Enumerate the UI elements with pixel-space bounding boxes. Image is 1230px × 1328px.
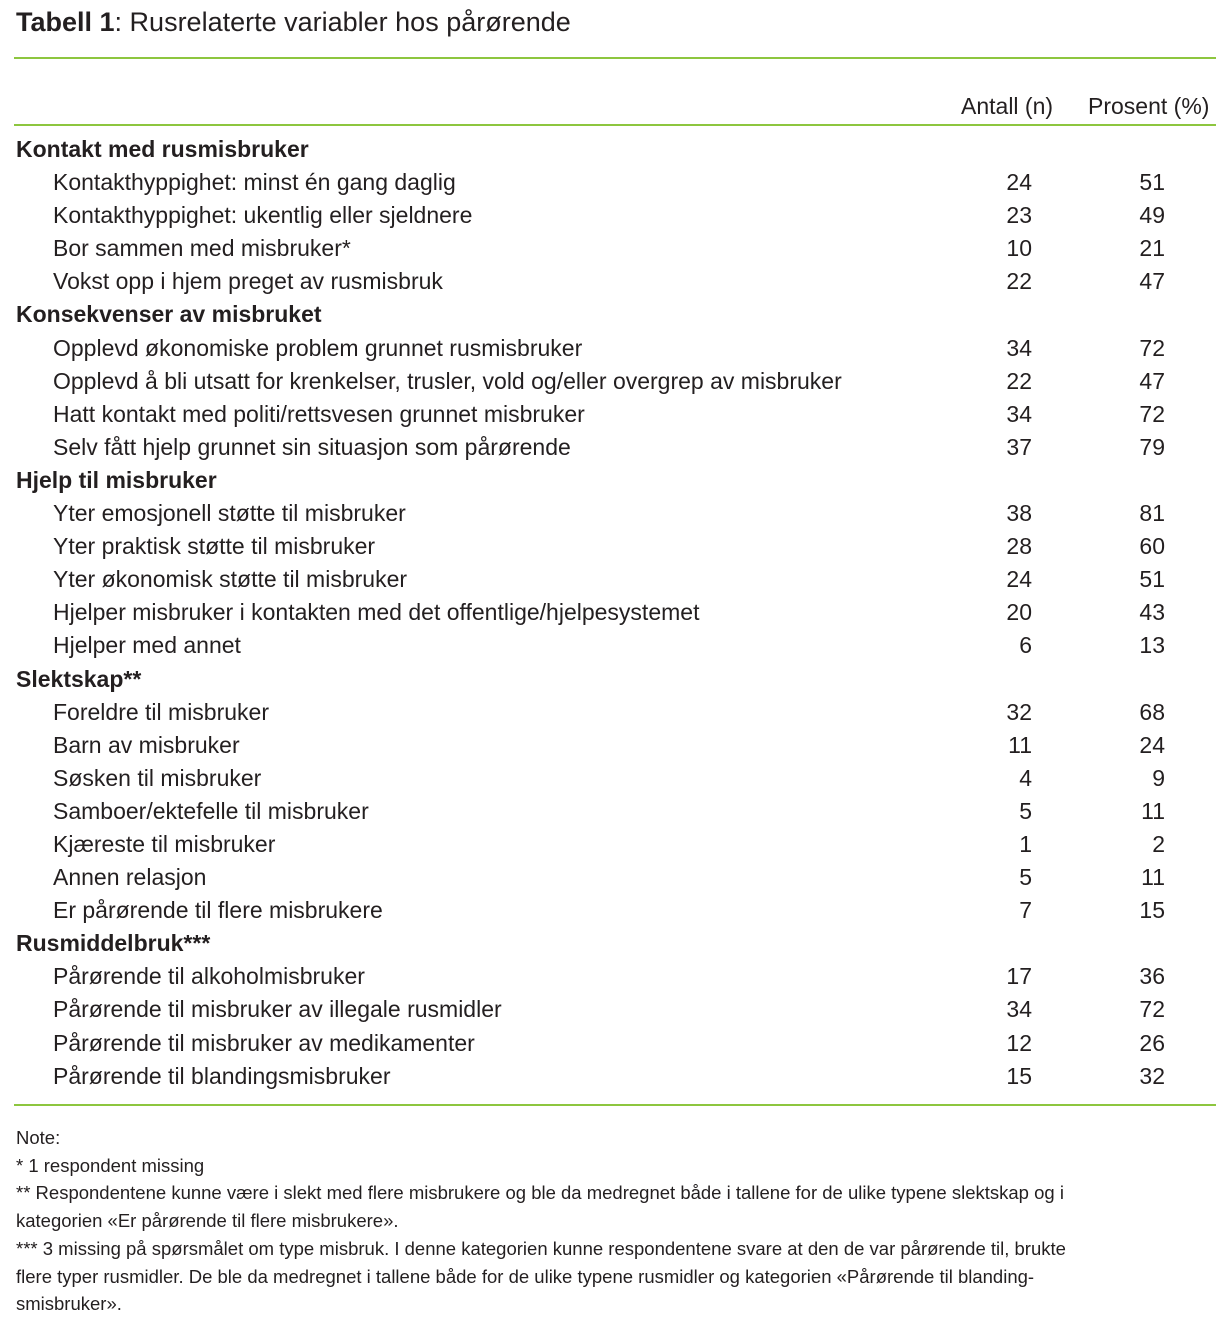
- row-count: 34: [1006, 334, 1032, 361]
- row-percent: 43: [1139, 599, 1165, 626]
- row-count: 7: [1019, 897, 1032, 924]
- section-heading: Hjelp til misbruker: [16, 466, 217, 493]
- table-row: [0, 199, 1230, 232]
- section-heading: Kontakt med rusmisbruker: [16, 136, 309, 162]
- table-row: [0, 861, 1230, 894]
- table-row: [0, 729, 1230, 762]
- note-line: smisbruker».: [16, 1293, 122, 1315]
- table-row: [0, 828, 1230, 861]
- table-row: [0, 497, 1230, 530]
- row-label: Er pårørende til flere misbrukere: [53, 897, 383, 924]
- note-line: *** 3 missing på spørsmålet om type misbruk. I denne kategorien kunne respondentene svare at den de var pårørende til, brukte: [16, 1237, 1066, 1259]
- note-line: ** Respondentene kunne være i slekt med flere misbrukere og ble da medregnet både i tallene for de ulike typene slektskap og i: [16, 1182, 1064, 1204]
- row-count: 5: [1019, 797, 1032, 824]
- row-percent: 51: [1139, 169, 1165, 196]
- table-number: Tabell 1: [16, 7, 115, 37]
- row-count: 28: [1006, 533, 1032, 560]
- section-heading-row: [0, 298, 1230, 331]
- row-label: Pårørende til misbruker av medikamenter: [53, 1029, 475, 1056]
- row-percent: 72: [1139, 334, 1165, 361]
- row-percent: 2: [1152, 830, 1165, 857]
- row-count: 11: [1008, 731, 1032, 758]
- table-row: [0, 960, 1230, 993]
- table-row: [0, 993, 1230, 1026]
- column-header-percent: Prosent (%): [1088, 93, 1210, 119]
- row-percent: 68: [1139, 698, 1165, 725]
- row-label: Annen relasjon: [53, 864, 207, 891]
- row-percent: 72: [1139, 996, 1165, 1023]
- row-percent: 79: [1139, 433, 1165, 460]
- section-heading-row: [0, 663, 1230, 696]
- row-count: 34: [1006, 996, 1032, 1023]
- row-percent: 32: [1139, 1062, 1165, 1089]
- row-label: Yter praktisk støtte til misbruker: [53, 533, 376, 560]
- row-label: Hjelper misbruker i kontakten med det offentlige/hjelpesystemet: [53, 599, 700, 626]
- row-label: Hjelper med annet: [53, 632, 241, 659]
- row-label: Søsken til misbruker: [53, 764, 262, 791]
- table-caption: : Rusrelaterte variabler hos pårørende: [114, 7, 571, 37]
- row-label: Kjæreste til misbruker: [53, 830, 276, 857]
- table-body: [0, 133, 1230, 1093]
- row-label: Samboer/ektefelle til misbruker: [53, 797, 369, 824]
- row-percent: 26: [1139, 1029, 1165, 1056]
- row-percent: 81: [1139, 500, 1165, 527]
- table-row: [0, 696, 1230, 729]
- row-count: 32: [1006, 698, 1032, 725]
- row-percent: 11: [1141, 864, 1165, 891]
- row-percent: 13: [1139, 632, 1165, 659]
- row-label: Barn av misbruker: [53, 731, 240, 758]
- table-row: [0, 563, 1230, 596]
- section-heading: Konsekvenser av misbruket: [16, 301, 322, 328]
- notes-heading: Note:: [16, 1127, 61, 1148]
- section-heading-row: [0, 927, 1230, 960]
- row-label: Vokst opp i hjem preget av rusmisbruk: [53, 268, 443, 295]
- column-header-count: Antall (n): [961, 93, 1054, 119]
- row-count: 17: [1006, 963, 1032, 990]
- table-title: [16, 4, 571, 40]
- row-percent: 15: [1139, 897, 1165, 924]
- row-label: Yter økonomisk støtte til misbruker: [53, 566, 408, 593]
- row-label: Selv fått hjelp grunnet sin situasjon som pårørende: [53, 433, 571, 460]
- table-row: [0, 629, 1230, 662]
- table-row: [0, 596, 1230, 629]
- table-row: [0, 795, 1230, 828]
- row-percent: 11: [1141, 797, 1165, 824]
- row-count: 1: [1019, 830, 1032, 857]
- row-label: Foreldre til misbruker: [53, 698, 269, 725]
- row-label: Opplevd å bli utsatt for krenkelser, trusler, vold og/eller overgrep av misbruker: [53, 367, 842, 394]
- table-row: [0, 232, 1230, 265]
- note-line: kategorien «Er pårørende til flere misbrukere».: [16, 1210, 399, 1232]
- table-notes: [16, 1124, 1221, 1318]
- row-label: Kontakthyppighet: ukentlig eller sjeldnere: [53, 202, 473, 229]
- section-heading: Slektskap**: [16, 665, 142, 692]
- row-count: 5: [1019, 864, 1032, 891]
- table-row: [0, 265, 1230, 298]
- note-line: flere typer rusmidler. De ble da medregnet i tallene både for de ulike typene rusmidler og kategorien «Pårørende til blanding-: [16, 1265, 1035, 1287]
- table-row: [0, 431, 1230, 464]
- row-percent: 24: [1139, 731, 1165, 758]
- table-row: [0, 1060, 1230, 1093]
- section-heading-row: [0, 133, 1230, 166]
- row-percent: 72: [1139, 400, 1165, 427]
- table-row: [0, 332, 1230, 365]
- row-label: Pårørende til misbruker av illegale rusmidler: [53, 996, 502, 1023]
- note-line: * 1 respondent missing: [16, 1154, 205, 1176]
- table-row: [0, 1027, 1230, 1060]
- row-percent: 49: [1139, 202, 1165, 229]
- row-count: 22: [1006, 367, 1032, 394]
- table-row: [0, 398, 1230, 431]
- row-percent: 9: [1152, 764, 1165, 791]
- section-heading: Rusmiddelbruk***: [16, 930, 211, 957]
- table-row: [0, 530, 1230, 563]
- table-row: [0, 166, 1230, 199]
- row-count: 23: [1006, 202, 1032, 229]
- row-percent: 60: [1139, 533, 1165, 560]
- row-label: Yter emosjonell støtte til misbruker: [53, 500, 406, 527]
- row-count: 12: [1006, 1029, 1032, 1056]
- row-label: Opplevd økonomiske problem grunnet rusmisbruker: [53, 334, 583, 361]
- row-percent: 51: [1139, 566, 1165, 593]
- row-count: 37: [1006, 433, 1032, 460]
- row-label: Bor sammen med misbruker*: [53, 235, 351, 262]
- row-count: 38: [1006, 500, 1032, 527]
- row-label: Hatt kontakt med politi/rettsvesen grunnet misbruker: [53, 400, 585, 427]
- row-count: 20: [1006, 599, 1032, 626]
- row-label: Kontakthyppighet: minst én gang daglig: [53, 169, 456, 196]
- row-count: 22: [1006, 268, 1032, 295]
- row-percent: 21: [1139, 235, 1165, 262]
- row-count: 15: [1006, 1062, 1032, 1089]
- row-count: 4: [1019, 764, 1032, 791]
- row-count: 24: [1006, 169, 1032, 196]
- section-heading-row: [0, 464, 1230, 497]
- row-label: Pårørende til alkoholmisbruker: [53, 963, 365, 990]
- table-row: [0, 762, 1230, 795]
- row-count: 34: [1006, 400, 1032, 427]
- header-rule: [14, 124, 1216, 126]
- row-label: Pårørende til blandingsmisbruker: [53, 1062, 391, 1089]
- row-percent: 36: [1139, 963, 1165, 990]
- table-row: [0, 894, 1230, 927]
- row-count: 24: [1006, 566, 1032, 593]
- bottom-rule: [14, 1104, 1216, 1106]
- table-row: [0, 365, 1230, 398]
- top-rule: [14, 57, 1216, 59]
- row-count: 6: [1019, 632, 1032, 659]
- row-percent: 47: [1139, 268, 1165, 295]
- row-count: 10: [1006, 235, 1032, 262]
- row-percent: 47: [1139, 367, 1165, 394]
